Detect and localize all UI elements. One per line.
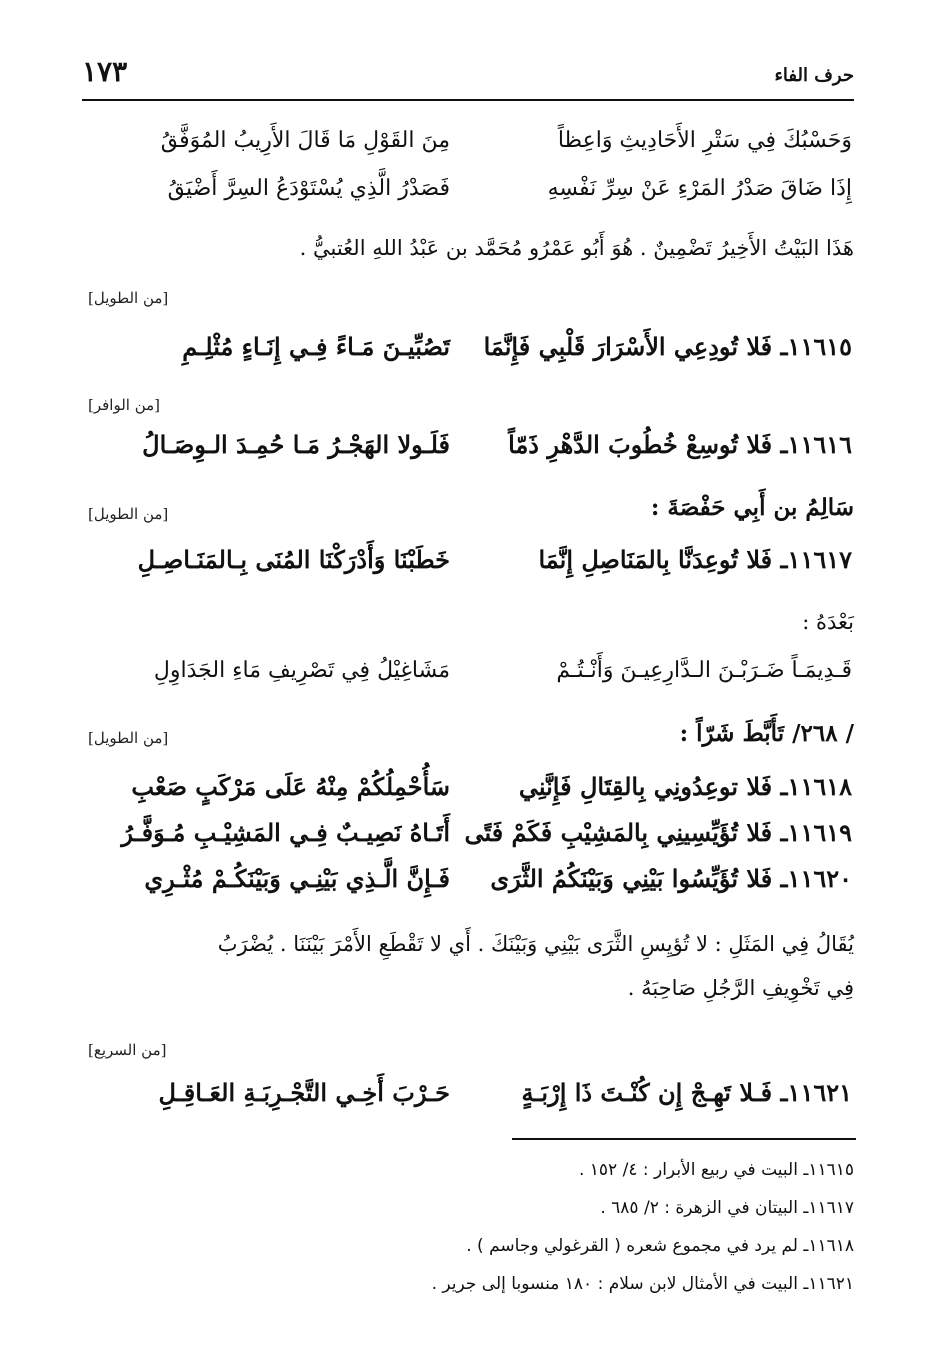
verse-first-hemistich: ١١٦١٩ـ فَلا تُؤَيِّسِينِي بِالمَشِيْبِ فَكَمْ فَتًى <box>464 818 852 847</box>
verse-second-hemistich: خَطَبْنَا وَأَدْرَكْنَا المُنَى بِـالمَنَـاصِـلِ <box>137 545 450 574</box>
verse-first-hemistich: ١١٦٢٠ـ فَلا تُؤَيِّسُوا بَيْنِي وَبَيْنَكُمُ الثَّرَى <box>490 864 852 893</box>
verse-line <box>100 430 852 480</box>
poet-name: سَالِمُ بن أَبِي حَفْصَةَ : <box>650 494 854 521</box>
verse-first-hemistich: ١١٦١٥ـ فَلا تُودِعِي الأَسْرَارَ قَلْبِي فَإِنَّمَا <box>483 332 852 361</box>
verse-second-hemistich: حَـرْبَ أَخِـي التَّجْـرِبَـةِ العَـاقِـلِ <box>158 1078 450 1107</box>
verse-line <box>100 128 852 178</box>
meter-label: [من الوافر] <box>88 396 161 414</box>
verse-line <box>100 176 852 226</box>
footnotes <box>98 1160 854 1312</box>
commentary-text: يُقَالُ فِي المَثَلِ : لا تُؤيِسِ الثَّرَى بَيْنِي وَبَيْنَكَ . أَي لا تَقْطَعِ الأَمْرَ بَيْنَنَا . يُضْرَبُ <box>217 932 854 956</box>
verse-first-hemistich: ١١٦١٦ـ فَلا تُوسِعْ خُطُوبَ الدَّهْرِ ذَمّاً <box>508 430 852 459</box>
verse-second-hemistich: مَشَاغِيْلُ فِي تَصْرِيفِ مَاءِ الجَدَاوِلِ <box>153 658 450 683</box>
poet-name: / ٢٦٨/ تَأَبَّطَ شَرّاً : <box>679 720 854 747</box>
chapter-title: حرف الفاء <box>774 65 854 86</box>
commentary-text: بَعْدَهُ : <box>802 610 854 634</box>
verse-line <box>100 545 852 595</box>
verse-second-hemistich: سَأُحْمِلُكُمْ مِنْهُ عَلَى مَرْكَبٍ صَعْبِ <box>131 772 450 801</box>
header-rule <box>82 99 854 101</box>
verse-first-hemistich: ١١٦١٧ـ فَلا تُوعِدَنَّا بِالمَنَاصِلِ إِنَّمَا <box>538 545 852 574</box>
verse-line <box>100 332 852 382</box>
verse-first-hemistich: قَـدِيمَـاً ضَـرَبْـنَ الـدَّارِعِيـنَ وَأَنْـتُـمْ <box>556 658 852 683</box>
meter-label: [من الطويل] <box>88 729 169 747</box>
footnote-item: ١١٦٢١ـ البيت في الأمثال لابن سلام : ١٨٠ منسوبا إلى جرير . <box>431 1274 854 1294</box>
verse-second-hemistich: أَتَـاهُ نَصِيـبٌ فِـي المَشِيْـبِ مُـوَفَّـرُ <box>121 818 450 847</box>
commentary-text: هَذَا البَيْتُ الأَخِيرُ تَضْمِينٌ . هُوَ أَبُو عَمْرُو مُحَمَّد بن عَبْدُ اللهِ العُتبيُّ . <box>299 236 854 260</box>
footnote-rule <box>512 1138 856 1140</box>
verse-first-hemistich: ١١٦١٨ـ فَلا توعِدُونِي بِالقِتَالِ فَإِنَّنِي <box>518 772 852 801</box>
verse-second-hemistich: فَـإِنَّ الَّـذِي بَيْنِـي وَبَيْنَكُـمْ مُثْـرِي <box>144 864 450 893</box>
verse-first-hemistich: ١١٦٢١ـ فَـلا تَهِـجْ إِن كُنْـتَ ذَا إِرْبَـةٍ <box>521 1078 852 1107</box>
verse-line <box>100 818 852 868</box>
commentary-text: فِي تَخْوِيفِ الرَّجُلِ صَاحِبَهُ . <box>627 976 854 1000</box>
footnote-item: ١١٦١٨ـ لم يرد في مجموع شعره ( القرغولي وجاسم ) . <box>466 1236 854 1256</box>
verse-second-hemistich: فَصَدْرُ الَّذِي يُسْتَوْدَعُ السِرَّ أَضْيَقُ <box>167 176 450 201</box>
meter-label: [من الطويل] <box>88 505 169 523</box>
footnote-item: ١١٦١٥ـ البيت في ربيع الأبرار : ٤/ ١٥٢ . <box>578 1160 854 1180</box>
verse-line <box>100 658 852 708</box>
meter-label: [من السريع] <box>88 1041 167 1059</box>
verse-line <box>100 772 852 822</box>
page-header <box>82 55 854 95</box>
verse-second-hemistich: فَلَـولا الهَجْـرُ مَـا حُمِـدَ الـوِصَـالُ <box>142 430 450 459</box>
meter-label: [من الطويل] <box>88 289 169 307</box>
verse-second-hemistich: مِنَ القَوْلِ مَا قَالَ الأَرِيبُ المُوَفَّقُ <box>160 128 450 153</box>
verse-line <box>100 1078 852 1128</box>
footnote-item: ١١٦١٧ـ البيتان في الزهرة : ٢/ ٦٨٥ . <box>600 1198 854 1218</box>
verse-first-hemistich: إِذَا ضَاقَ صَدْرُ المَرْءِ عَنْ سِرِّ نَفْسِهِ <box>547 176 852 201</box>
verse-line <box>100 864 852 914</box>
verse-first-hemistich: وَحَسْبُكَ فِي سَتْرِ الأَحَادِيثِ وَاعِظاً <box>557 128 852 153</box>
verse-second-hemistich: تَصُبِّيـنَ مَـاءً فِـي إِنَـاءٍ مُثْلِـمِ <box>182 332 450 361</box>
page-number: ١٧٣ <box>82 55 128 88</box>
